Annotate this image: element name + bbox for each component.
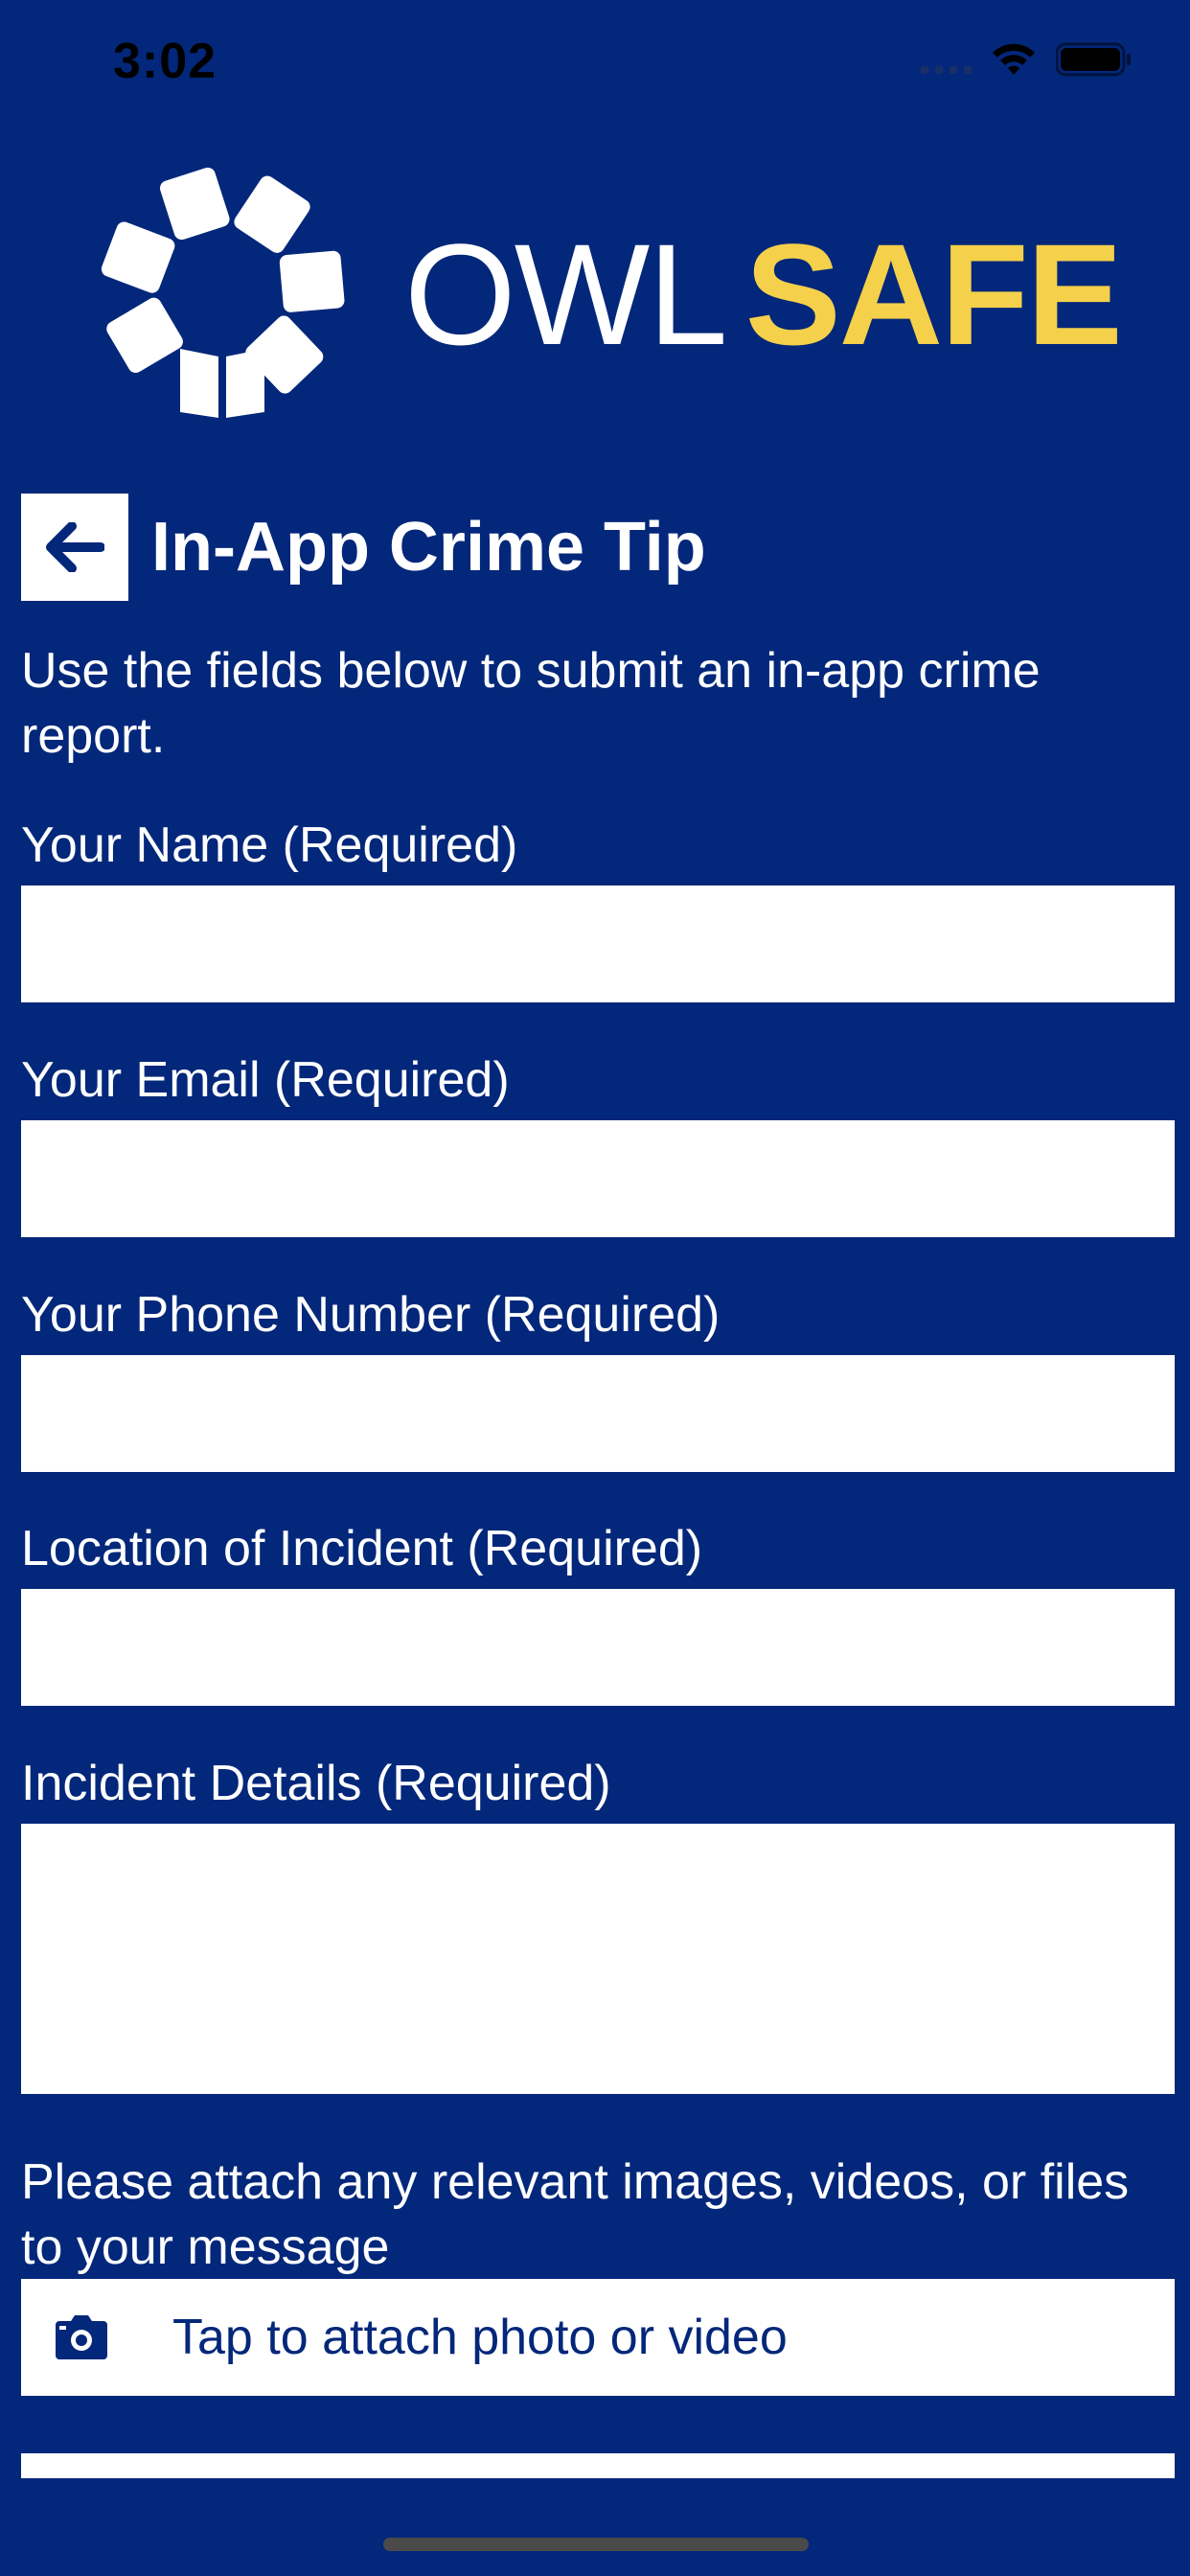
details-field[interactable]	[21, 1824, 1175, 2094]
next-field-partial[interactable]	[21, 2453, 1175, 2478]
logo-word-safe: SAFE	[744, 214, 1121, 375]
owl-safe-logo	[88, 155, 1142, 424]
status-bar	[0, 0, 1190, 134]
home-indicator	[383, 2538, 809, 2551]
location-field[interactable]	[21, 1589, 1175, 1706]
page-title: In-App Crime Tip	[151, 509, 706, 586]
attach-button-label: Tap to attach photo or video	[172, 2310, 788, 2365]
details-label: Incident Details (Required)	[21, 1756, 611, 1811]
name-label: Your Name (Required)	[21, 817, 518, 873]
phone-field[interactable]	[21, 1355, 1175, 1472]
arrow-left-icon	[45, 522, 104, 572]
logo-word-owl: OWL	[404, 214, 726, 375]
phone-label: Your Phone Number (Required)	[21, 1287, 721, 1343]
cellular-signal-icon	[921, 45, 972, 74]
attach-label: Please attach any relevant images, videos, or files to your message	[21, 2154, 1130, 2275]
logo-wordmark	[404, 214, 1121, 375]
wifi-icon	[991, 42, 1037, 77]
owl-emblem-icon	[88, 155, 356, 424]
intro-text: Use the fields below to submit an in-app crime report.	[21, 643, 1041, 764]
email-field[interactable]	[21, 1120, 1175, 1237]
status-time: 3:02	[113, 34, 217, 89]
camera-icon	[56, 2315, 113, 2359]
status-icons	[921, 42, 1133, 77]
location-label: Location of Incident (Required)	[21, 1521, 703, 1576]
attach-media-button[interactable]	[21, 2279, 1175, 2396]
email-label: Your Email (Required)	[21, 1052, 510, 1108]
back-button[interactable]	[21, 494, 128, 601]
battery-icon	[1056, 42, 1133, 77]
name-field[interactable]	[21, 886, 1175, 1002]
